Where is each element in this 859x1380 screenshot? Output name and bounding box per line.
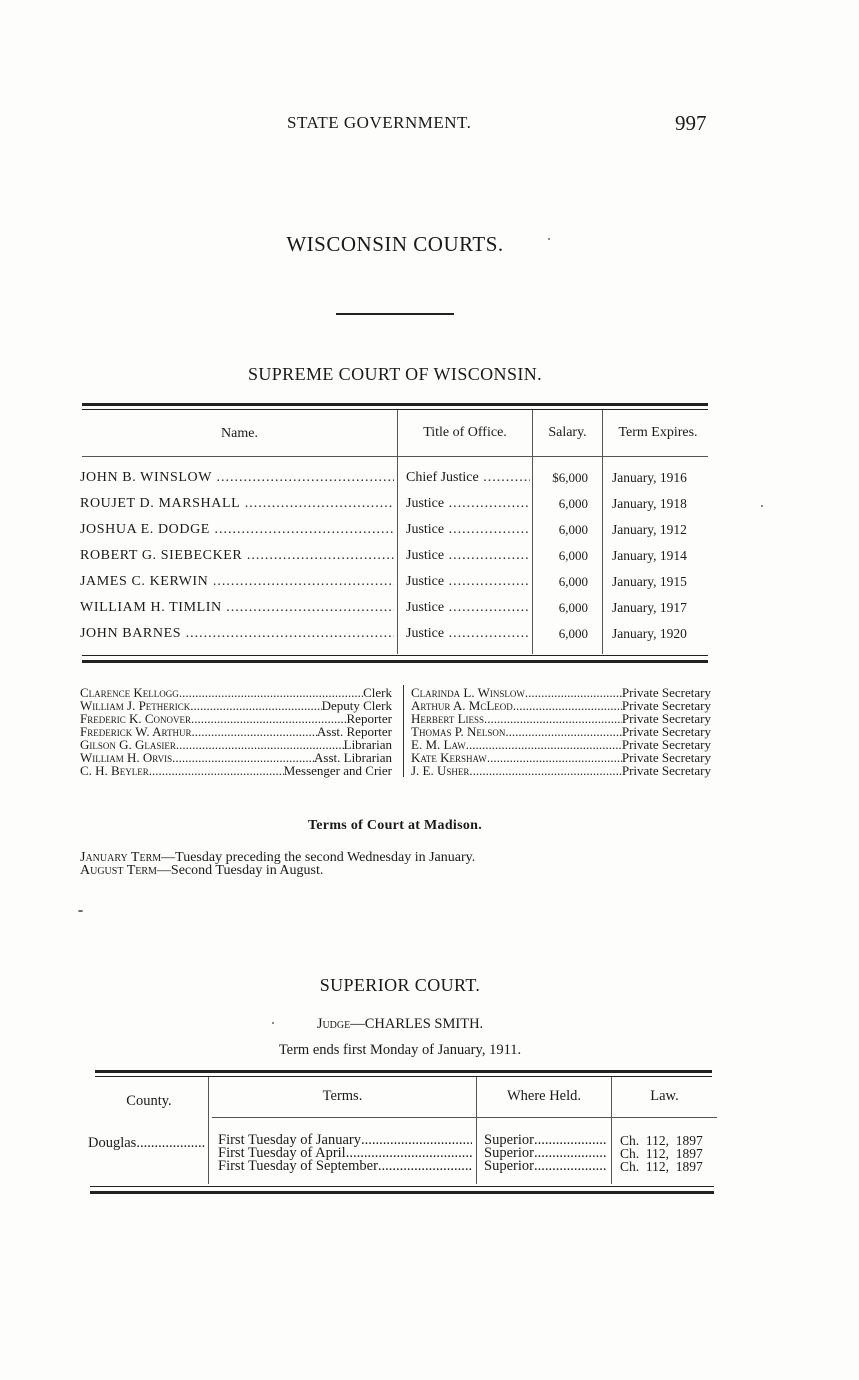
staff-name: Gilson G. Glasier — [80, 737, 176, 752]
terms-heading: Terms of Court at Madison. — [307, 818, 483, 833]
office-title-text: Justice — [406, 522, 445, 537]
leader-dots — [466, 738, 622, 751]
law-cell: Ch. 112, 1897 — [620, 1159, 703, 1174]
salary: 6,000 — [558, 574, 588, 589]
column-header-where: Where Held. — [506, 1088, 582, 1104]
staff-role: Private Secretary — [621, 711, 711, 726]
leader-dots — [190, 699, 321, 712]
leader-dots — [534, 1147, 606, 1160]
staff-name: Thomas P. Nelson — [411, 724, 506, 739]
scan-speck — [78, 910, 83, 912]
column-header-title: Title of Office. — [423, 425, 507, 440]
table-row — [0, 574, 859, 592]
salary: 6,000 — [558, 600, 588, 615]
justice-name-text: JOHN B. WINSLOW — [80, 470, 213, 485]
page-number: 997 — [675, 111, 707, 135]
staff-name: C. H. Beyler — [80, 763, 149, 778]
justice-name-text: ROUJET D. MARSHALL — [80, 496, 241, 511]
term-cell — [218, 1160, 472, 1173]
where-cell — [484, 1160, 606, 1173]
table-bottom-rule-thin — [82, 655, 708, 656]
staff-name: Herbert Liess — [411, 711, 485, 726]
staff-name: E. M. Law — [411, 737, 466, 752]
law-cell: Ch. 112, 1897 — [620, 1146, 703, 1161]
column-header-terms: Terms. — [322, 1088, 363, 1104]
table-row — [0, 548, 859, 566]
term-text: —Second Tuesday in August. — [156, 863, 324, 878]
scan-speck — [272, 1022, 274, 1024]
leader-dots — [487, 751, 622, 764]
term-expires: January, 1917 — [612, 600, 687, 615]
justice-name — [80, 626, 394, 642]
column-header-county: County. — [126, 1093, 172, 1109]
term-ends-note: Term ends first Monday of January, 1911. — [278, 1042, 522, 1058]
law-cell: Ch. 112, 1897 — [620, 1133, 703, 1148]
office-title — [406, 600, 530, 616]
header-rule — [212, 1117, 717, 1118]
salary: $6,000 — [552, 470, 588, 485]
office-title-text: Justice — [406, 600, 445, 615]
where-text: Superior — [484, 1145, 534, 1161]
term-text: First Tuesday of April — [218, 1145, 346, 1161]
salary: 6,000 — [558, 626, 588, 641]
office-title-text: Justice — [406, 496, 445, 511]
staff-role: Private Secretary — [621, 698, 711, 713]
justice-name — [80, 496, 394, 512]
staff-name: William J. Petherick — [80, 698, 191, 713]
salary: 6,000 — [558, 548, 588, 563]
term-expires: January, 1914 — [612, 548, 687, 563]
justice-name-text: JAMES C. KERWIN — [80, 574, 209, 589]
justice-name — [80, 522, 394, 538]
staff-role: Private Secretary — [621, 763, 711, 778]
table-top-rule-thin — [82, 409, 708, 410]
secretary-list — [411, 686, 711, 777]
term-line-august — [80, 864, 323, 878]
staff-role: Private Secretary — [621, 724, 711, 739]
office-title — [406, 522, 530, 538]
leader-dots — [525, 686, 622, 699]
staff-name: Clarence Kellogg — [80, 685, 179, 700]
staff-name: J. E. Usher — [411, 763, 470, 778]
office-title — [406, 496, 530, 512]
county-name: Douglas — [88, 1135, 137, 1151]
leader-dots — [469, 764, 621, 777]
column-header-law: Law. — [650, 1088, 679, 1104]
staff-role: Clerk — [363, 685, 392, 700]
leader-dots — [505, 725, 621, 738]
term-label: August Term — [80, 863, 157, 878]
staff-role: Reporter — [346, 711, 392, 726]
term-text: First Tuesday of September — [218, 1158, 378, 1174]
office-title — [406, 548, 530, 564]
staff-entry — [80, 764, 392, 777]
office-title — [406, 626, 530, 642]
salary: 6,000 — [558, 496, 588, 511]
judge-name: —CHARLES SMITH. — [350, 1016, 484, 1032]
staff-role: Librarian — [343, 737, 392, 752]
where-text: Superior — [484, 1132, 534, 1148]
term-text: First Tuesday of January — [218, 1132, 361, 1148]
leader-dots — [534, 1134, 606, 1147]
leader-dots — [191, 725, 316, 738]
where-text: Superior — [484, 1158, 534, 1174]
term-text: —Tuesday preceding the second Wednesday in January. — [161, 850, 476, 865]
staff-name: Clarinda L. Winslow — [411, 685, 525, 700]
column-header-salary: Salary. — [548, 425, 587, 440]
leader-dots — [513, 699, 622, 712]
justice-name — [80, 470, 394, 486]
salary: 6,000 — [558, 522, 588, 537]
table-row — [0, 1134, 859, 1147]
staff-name: Arthur A. McLeod — [411, 698, 513, 713]
title-divider — [336, 313, 454, 315]
justice-name — [80, 574, 394, 590]
staff-name: William H. Orvis — [80, 750, 173, 765]
term-expires: January, 1915 — [612, 574, 687, 589]
staff-name: Frederic K. Conover — [80, 711, 192, 726]
staff-entry — [411, 764, 711, 777]
justice-name — [80, 600, 394, 616]
table-row — [0, 522, 859, 540]
office-title-text: Justice — [406, 626, 445, 641]
leader-dots — [534, 1160, 606, 1173]
justice-name — [80, 548, 394, 564]
column-header-name: Name. — [221, 426, 258, 441]
leader-dots — [361, 1134, 472, 1147]
table-row — [0, 1160, 859, 1173]
judge-line — [0, 1016, 800, 1033]
term-expires: January, 1912 — [612, 522, 687, 537]
office-title — [406, 574, 530, 590]
staff-role: Asst. Librarian — [314, 750, 392, 765]
table-row — [0, 496, 859, 514]
header-rule — [82, 456, 708, 457]
table-row — [0, 626, 859, 644]
office-title — [406, 470, 530, 486]
justice-name-text: JOHN BARNES — [80, 626, 182, 641]
superior-court-title: SUPERIOR COURT. — [319, 975, 481, 995]
staff-role: Private Secretary — [621, 737, 711, 752]
staff-name: Kate Kershaw — [411, 750, 487, 765]
term-label: January Term — [80, 850, 162, 865]
column-header-term: Term Expires. — [618, 425, 698, 440]
table-bottom-rule — [82, 660, 708, 663]
judge-label: Judge — [316, 1016, 351, 1032]
table-bottom-rule-thin — [90, 1186, 714, 1187]
justice-name-text: WILLIAM H. TIMLIN — [80, 600, 222, 615]
table-row — [0, 1147, 859, 1160]
table-top-rule-thin — [95, 1076, 712, 1077]
table-top-rule — [82, 403, 708, 406]
justice-name-text: ROBERT G. SIEBECKER — [80, 548, 243, 563]
staff-role: Messenger and Crier — [283, 763, 392, 778]
court-staff-list — [80, 686, 392, 777]
justice-name-text: JOSHUA E. DODGE — [80, 522, 210, 537]
leader-dots — [149, 764, 284, 777]
office-title-text: Justice — [406, 548, 445, 563]
running-title: STATE GOVERNMENT. — [287, 113, 472, 132]
term-expires: January, 1920 — [612, 626, 687, 641]
table-row — [0, 470, 859, 488]
leader-dots — [378, 1160, 472, 1173]
table-row — [0, 600, 859, 618]
page-title: WISCONSIN COURTS. — [286, 232, 504, 256]
office-title-text: Justice — [406, 574, 445, 589]
scan-speck — [761, 505, 763, 507]
scan-speck — [548, 238, 550, 240]
staff-role: Deputy Clerk — [321, 698, 392, 713]
staff-role: Private Secretary — [621, 750, 711, 765]
term-expires: January, 1918 — [612, 496, 687, 511]
supreme-court-title: SUPREME COURT OF WISCONSIN. — [247, 364, 543, 384]
table-top-rule — [95, 1070, 712, 1073]
table-bottom-rule — [90, 1191, 714, 1194]
staff-role: Asst. Reporter — [316, 724, 392, 739]
staff-divider — [403, 685, 404, 777]
office-title-text: Chief Justice — [406, 470, 479, 485]
staff-name: Frederick W. Arthur — [80, 724, 192, 739]
staff-role: Private Secretary — [621, 685, 711, 700]
term-expires: January, 1916 — [612, 470, 687, 485]
